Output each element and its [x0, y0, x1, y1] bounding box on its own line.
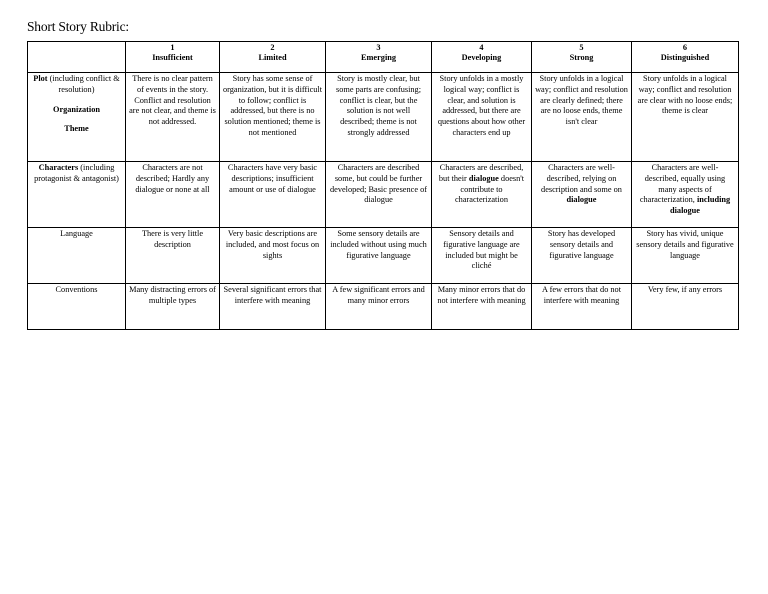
table-cell: Many distracting errors of multiple types	[126, 284, 220, 330]
table-row-conventions	[28, 284, 739, 330]
criterion-conventions: Conventions	[28, 284, 126, 330]
table-cell: There is no clear pattern of events in the story. Conflict and resolution are not clear, and theme is not addressed.	[126, 73, 220, 162]
criterion-organization: Organization	[52, 104, 100, 114]
table-cell: A few significant errors and many minor errors	[326, 284, 432, 330]
table-cell: Characters are well-described, equally using many aspects of characterization, including dialogue	[632, 162, 739, 228]
criterion-theme: Theme	[64, 124, 89, 134]
table-cell: Very basic descriptions are included, and most focus on sights	[220, 228, 326, 284]
level-header-5: 5 Strong	[532, 42, 632, 73]
level-header-1: 1 Insufficient	[126, 42, 220, 73]
header-row	[28, 42, 739, 73]
table-cell: Characters have very basic descriptions; insufficient amount or use of dialogue	[220, 162, 326, 228]
table-cell: Story has developed sensory details and figurative language	[532, 228, 632, 284]
table-row-characters	[28, 162, 739, 228]
table-cell: A few errors that do not interfere with meaning	[532, 284, 632, 330]
header-corner-cell	[28, 42, 126, 73]
table-cell: Story has some sense of organization, but it is difficult to follow; conflict is addressed, but there is no solution mentioned; theme is not mentioned	[220, 73, 326, 162]
table-cell: Sensory details and figurative language are included but might be cliché	[432, 228, 532, 284]
table-cell: There is very little description	[126, 228, 220, 284]
table-cell: Some sensory details are included without using much figurative language	[326, 228, 432, 284]
table-cell: Story unfolds in a logical way; conflict and resolution are clearly defined; there are no loose ends, theme isn't clear	[532, 73, 632, 162]
table-cell: Story unfolds in a logical way; conflict and resolution are clear with no loose ends; theme is clear	[632, 73, 739, 162]
table-cell: Characters are described, but their dialogue doesn't contribute to characterization	[432, 162, 532, 228]
table-cell: Several significant errors that interfere with meaning	[220, 284, 326, 330]
criterion-plot: Plot (including conflict & resolution) Organization Theme	[28, 73, 126, 162]
rubric-title: Short Story Rubric:	[27, 19, 129, 34]
table-cell: Characters are well-described, relying on description and some on dialogue	[532, 162, 632, 228]
table-cell: Story has vivid, unique sensory details and figurative language	[632, 228, 739, 284]
table-row-plot	[28, 73, 739, 162]
table-row-language	[28, 228, 739, 284]
table-cell: Very few, if any errors	[632, 284, 739, 330]
criterion-language: Language	[28, 228, 126, 284]
rubric-table	[27, 41, 739, 330]
criterion-characters: Characters (including protagonist & antagonist)	[28, 162, 126, 228]
table-cell: Characters are not described; Hardly any dialogue or none at all	[126, 162, 220, 228]
table-cell: Characters are described some, but could be further developed; Basic presence of dialogue	[326, 162, 432, 228]
level-header-2: 2 Limited	[220, 42, 326, 73]
table-cell: Many minor errors that do not interfere with meaning	[432, 284, 532, 330]
level-header-3: 3 Emerging	[326, 42, 432, 73]
level-header-4: 4 Developing	[432, 42, 532, 73]
table-cell: Story is mostly clear, but some parts are confusing; conflict is clear, but the solution is not well described; theme is not strongly addressed	[326, 73, 432, 162]
level-header-6: 6 Distinguished	[632, 42, 739, 73]
table-cell: Story unfolds in a mostly logical way; conflict is clear, and solution is addressed, but there are questions about how other characters end up	[432, 73, 532, 162]
